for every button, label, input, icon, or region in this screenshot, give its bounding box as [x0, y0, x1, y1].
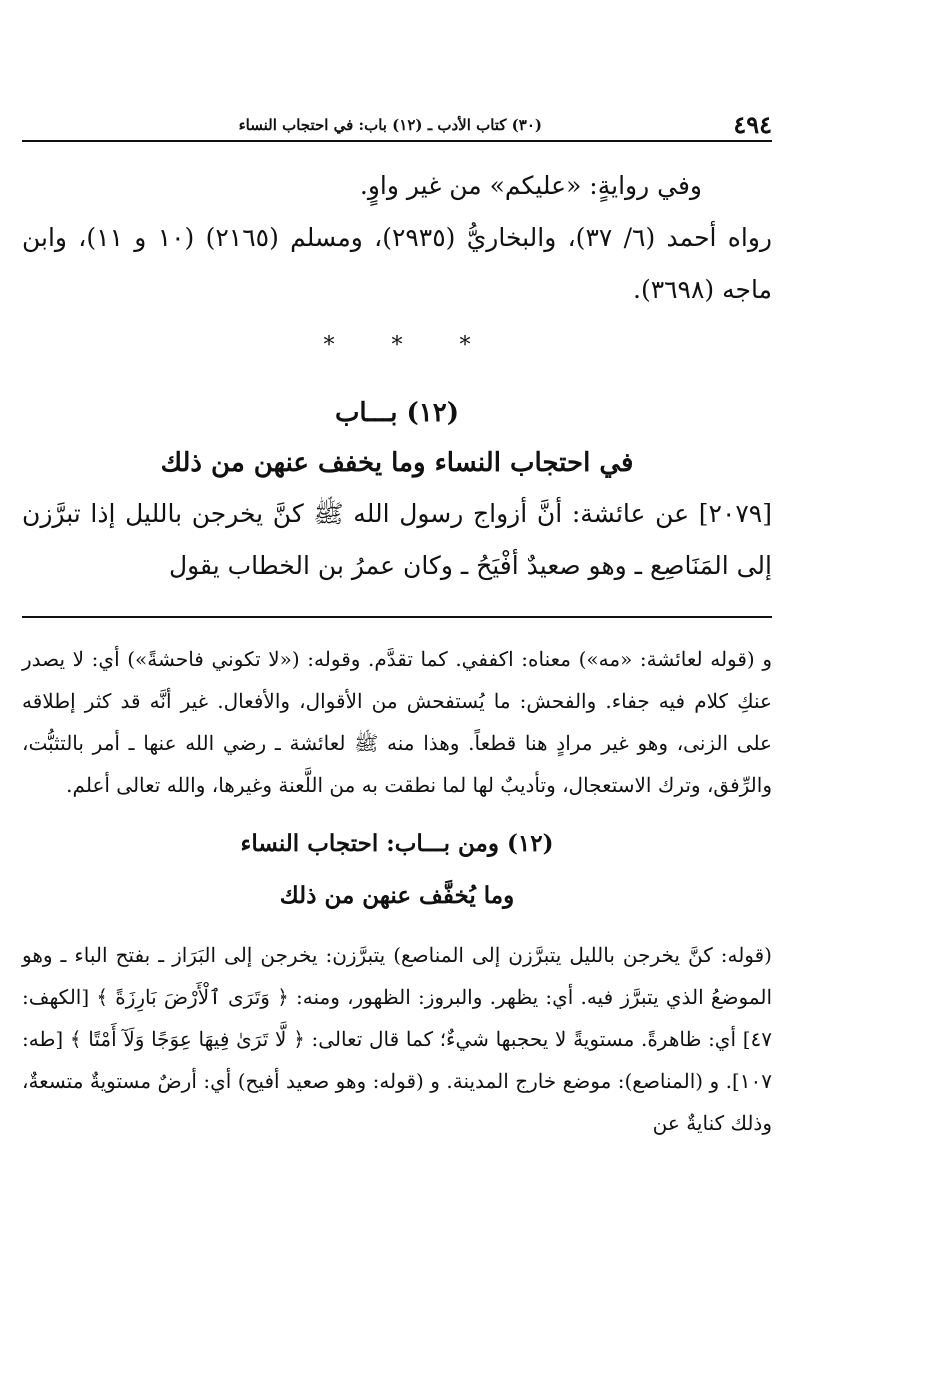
- commentary-paragraph: و (قوله لعائشة: «مه») معناه: اكففي. كما تقدَّم. وقوله: («لا تكوني فاحشةً») أي: لا يصدر عنكِ كلام فيه جفاء. والفحش: ما يُستفحش من الأقوال، والأفعال. غير أنَّه قد كثر إطلاقه على الزنى، وهو غير مرادٍ هنا قطعاً. وهذا منه ﷺ لعائشة ـ رضي الله عنها ـ أمر بالتثبُّت، والرِّفق، وترك الاستعجال، وتأديبٌ لها لما نطقت به من اللَّعنة وغيرها، والله تعالى أعلم.: [22, 647, 772, 797]
- section-separator: * * *: [323, 333, 471, 358]
- chapter-number: (١٢) بـــاب: [334, 398, 460, 428]
- chapter-heading: [22, 388, 772, 488]
- commentary-paragraph: (قوله: كنَّ يخرجن بالليل يتبرَّزن إلى المناصع) يتبرَّزن: يخرجن إلى البَرَاز ـ بفتح الباء ـ وهو الموضعُ الذي يتبرَّز فيه. أي: يظهر. والبروز: الظهور، ومنه: ﴿ وَتَرَى ٱلْأَرْضَ بَارِزَةً ﴾ [الكهف: ٤٧] أي: ظاهرةً. مستويةً لا يحجبها شيءٌ؛ كما قال تعالى: ﴿ لَّا تَرَىٰ فِيهَا عِوَجًا وَلَآ أَمْتًا ﴾ [طه: ١٠٧]. و (المناصع): موضع خارج المدينة. و (قوله: وهو صعيد أفيح) أي: أرضٌ مستويةٌ متسعةٌ، وذلك كنايةٌ عن: [22, 943, 772, 1135]
- hadith-sources: رواه أحمد (٦/ ٣٧)، والبخاريُّ (٢٩٣٥)، ومسلم (٢١٦٥) (١٠ و ١١)، وابن ماجه (٣٦٩٨).: [22, 223, 772, 304]
- footnote-divider: [22, 616, 772, 618]
- hadith-text: [٢٠٧٩] عن عائشة: أنَّ أزواج رسول الله ﷺ كنَّ يخرجن بالليل إذا تبرَّزن إلى المَنَاصِع ـ وهو صعيدٌ أفْيَحُ ـ وكان عمرُ بن الخطاب يقول: [22, 499, 772, 580]
- commentary-heading: [22, 818, 772, 922]
- book-page: [22, 110, 772, 1144]
- page-header: [22, 110, 772, 142]
- commentary: [22, 638, 772, 1144]
- commentary-heading-line2: وما يُخفَّف عنهن من ذلك: [279, 882, 515, 909]
- main-text: [22, 160, 772, 592]
- page-number: ٤٩٤: [733, 110, 772, 139]
- chapter-title: في احتجاب النساء وما يخفف عنهن من ذلك: [160, 448, 634, 478]
- commentary-heading-line1: (١٢) ومن بـــاب: احتجاب النساء: [240, 830, 554, 857]
- running-title: (٣٠) كتاب الأدب ـ (١٢) باب: في احتجاب النساء: [238, 116, 542, 134]
- narration-variant: وفي روايةٍ: «عليكم» من غير واوٍ.: [359, 171, 702, 200]
